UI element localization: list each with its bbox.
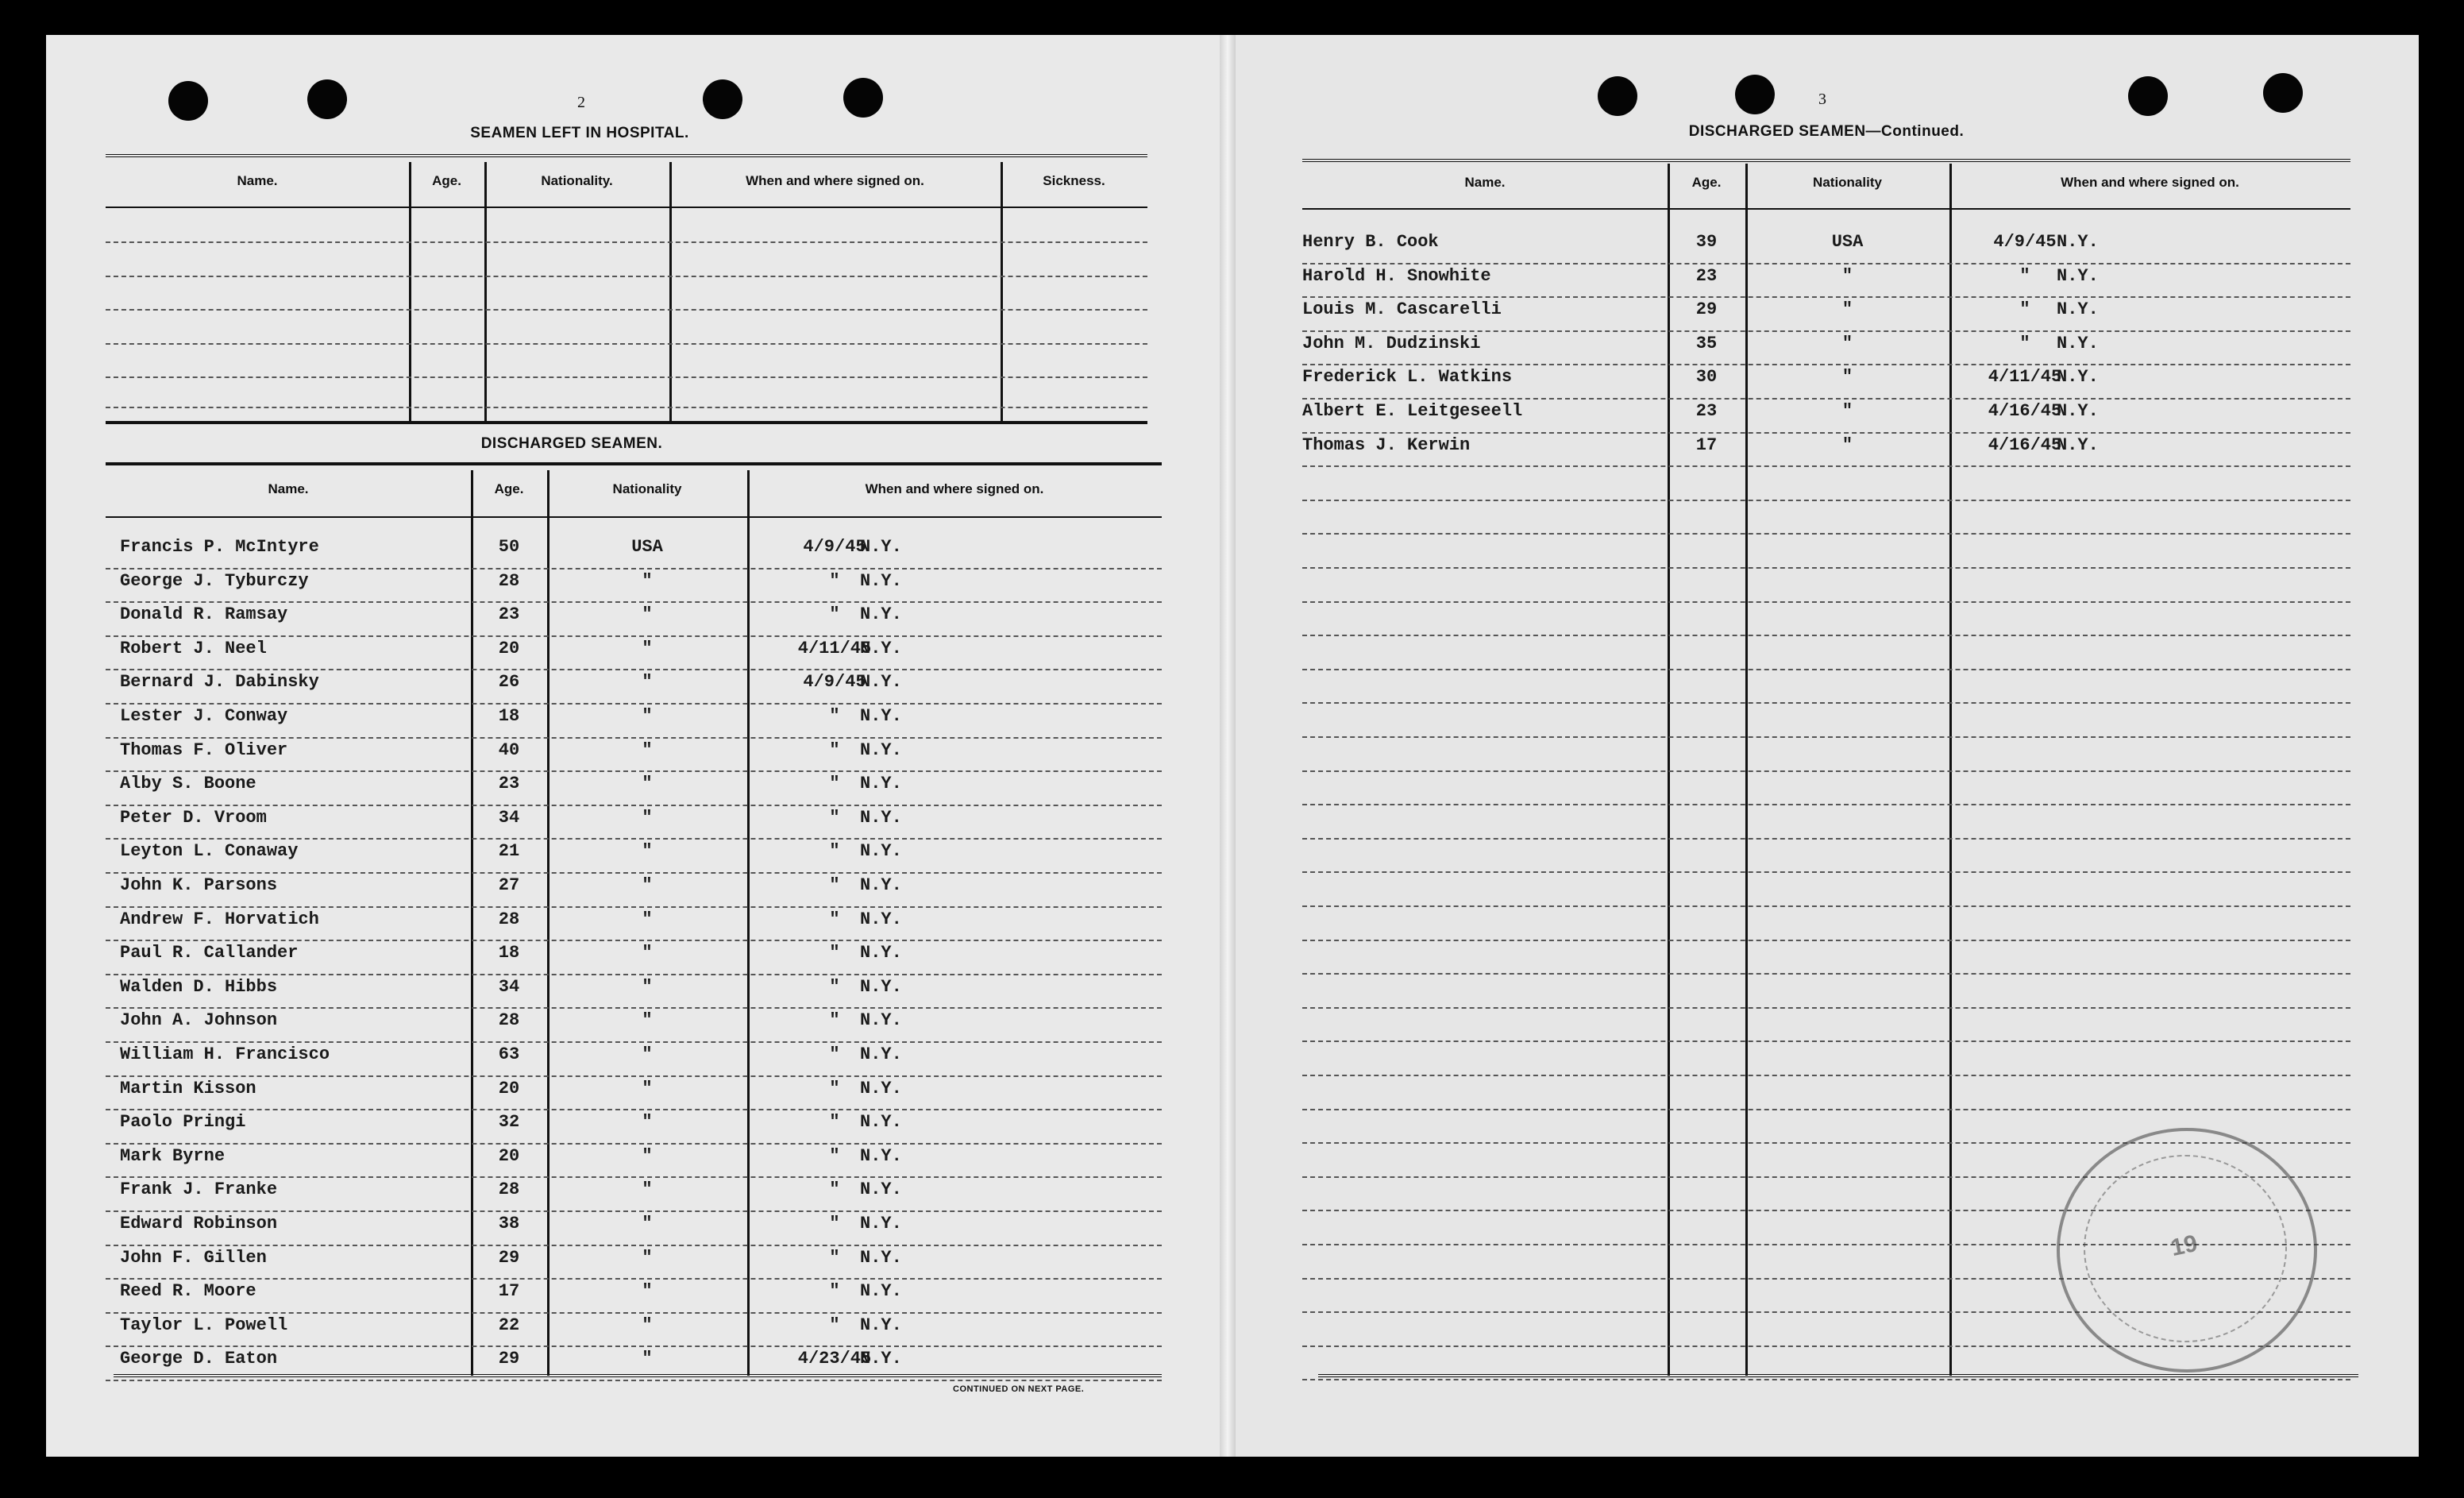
seaman-age: 23 xyxy=(498,604,520,625)
ruled-line xyxy=(106,1210,1162,1212)
seaman-nationality: " xyxy=(642,1078,653,1098)
signed-on-date: " xyxy=(829,976,840,997)
ruled-line xyxy=(106,805,1162,806)
stamp-date: 19 xyxy=(2168,1230,2200,1262)
signed-on-date: " xyxy=(829,1315,840,1335)
signed-on-date: " xyxy=(829,1010,840,1031)
seaman-nationality: " xyxy=(1841,434,1853,455)
seaman-nationality: " xyxy=(642,774,653,794)
signed-on-date: " xyxy=(829,807,840,828)
signed-on-place: N.Y. xyxy=(860,807,902,828)
table-row xyxy=(1302,332,2350,366)
seaman-nationality: " xyxy=(642,1010,653,1031)
ruled-line xyxy=(106,1380,1162,1381)
seaman-age: 29 xyxy=(1695,299,1718,320)
signed-on-place: N.Y. xyxy=(2057,401,2099,421)
seaman-nationality: " xyxy=(642,943,653,963)
signed-on-date: " xyxy=(2019,265,2030,286)
continued-col-age: Age. xyxy=(1691,175,1722,190)
seaman-age: 23 xyxy=(1695,265,1718,286)
hospital-col-name: Name. xyxy=(237,173,278,188)
ruled-line xyxy=(1302,330,2350,332)
signed-on-place: N.Y. xyxy=(860,1044,902,1064)
ruled-line xyxy=(106,1143,1162,1145)
seaman-name: John K. Parsons xyxy=(120,875,278,895)
seaman-name: Leyton L. Conaway xyxy=(120,841,299,862)
ruled-line xyxy=(1302,1379,2350,1380)
punch-hole xyxy=(703,79,742,119)
continued-col-signed-on: When and where signed on. xyxy=(2061,175,2239,190)
seaman-name: John M. Dudzinski xyxy=(1302,333,1481,353)
discharged-col-signed-on: When and where signed on. xyxy=(865,481,1044,496)
ruled-line xyxy=(106,1007,1162,1009)
signed-on-place: N.Y. xyxy=(860,537,902,557)
table-row xyxy=(106,603,1162,637)
ruled-line xyxy=(106,1041,1162,1043)
hospital-table xyxy=(106,154,1147,424)
ruled-line xyxy=(106,770,1162,772)
signed-on-date: " xyxy=(2019,299,2030,320)
signed-on-place: N.Y. xyxy=(860,1349,902,1369)
table-row xyxy=(106,975,1162,1010)
seaman-name: Reed R. Moore xyxy=(120,1281,256,1302)
ruled-line xyxy=(1302,1109,2350,1110)
ruled-line xyxy=(1302,702,2350,704)
signed-on-date: " xyxy=(829,1112,840,1133)
table-row xyxy=(106,1009,1162,1043)
signed-on-place: N.Y. xyxy=(860,604,902,625)
seaman-nationality: " xyxy=(642,672,653,693)
table-row xyxy=(106,1280,1162,1314)
hospital-col-nationality: Nationality. xyxy=(541,173,613,188)
signed-on-place: N.Y. xyxy=(860,875,902,895)
signed-on-date: 4/16/45 xyxy=(1988,401,2062,421)
seaman-name: Louis M. Cascarelli xyxy=(1302,299,1502,320)
punch-hole xyxy=(307,79,347,119)
postmark-stamp xyxy=(2057,1128,2317,1373)
table-row xyxy=(1302,298,2350,332)
hospital-col-sickness: Sickness. xyxy=(1043,173,1105,188)
table-row xyxy=(106,670,1162,705)
ruled-line xyxy=(1302,432,2350,434)
signed-on-date: 4/9/45 xyxy=(803,537,866,557)
ruled-line xyxy=(1302,804,2350,805)
seaman-name: Henry B. Cook xyxy=(1302,232,1439,252)
ruled-line xyxy=(1302,567,2350,569)
seaman-name: Frank J. Franke xyxy=(120,1179,278,1200)
signed-on-date: " xyxy=(829,604,840,625)
seaman-nationality: " xyxy=(642,909,653,929)
table-row xyxy=(106,1314,1162,1348)
ruled-line xyxy=(1302,973,2350,975)
ruled-line xyxy=(1302,838,2350,840)
signed-on-place: N.Y. xyxy=(860,638,902,658)
seaman-age: 20 xyxy=(498,1078,520,1098)
ruled-line xyxy=(1302,601,2350,603)
signed-on-place: N.Y. xyxy=(860,739,902,760)
ruled-line xyxy=(1302,296,2350,298)
signed-on-place: N.Y. xyxy=(860,1247,902,1268)
signed-on-place: N.Y. xyxy=(2057,299,2099,320)
seaman-nationality: " xyxy=(642,604,653,625)
ruled-line xyxy=(106,1075,1162,1077)
seaman-age: 23 xyxy=(1695,401,1718,421)
seaman-name: Thomas F. Oliver xyxy=(120,739,288,760)
seaman-nationality: " xyxy=(642,875,653,895)
seaman-age: 29 xyxy=(498,1349,520,1369)
seaman-age: 23 xyxy=(498,774,520,794)
ruled-line xyxy=(106,1176,1162,1178)
punch-hole xyxy=(1598,76,1637,116)
ruled-line xyxy=(106,1312,1162,1314)
seaman-nationality: " xyxy=(642,1349,653,1369)
seaman-name: Mark Byrne xyxy=(120,1145,226,1166)
ruled-line xyxy=(1302,635,2350,636)
signed-on-place: N.Y. xyxy=(860,1281,902,1302)
table-row xyxy=(1302,230,2350,264)
seaman-name: George J. Tyburczy xyxy=(120,570,309,591)
table-row xyxy=(1302,365,2350,400)
table-row xyxy=(1302,264,2350,299)
seaman-nationality: USA xyxy=(1831,232,1864,252)
ruled-line xyxy=(1302,263,2350,264)
seaman-nationality: USA xyxy=(631,537,663,557)
seaman-name: Edward Robinson xyxy=(120,1214,278,1234)
seaman-nationality: " xyxy=(1841,367,1853,388)
signed-on-date: 4/9/45 xyxy=(1993,232,2057,252)
seaman-name: John F. Gillen xyxy=(120,1247,267,1268)
seaman-name: Alby S. Boone xyxy=(120,774,256,794)
table-row xyxy=(106,1246,1162,1280)
signed-on-place: N.Y. xyxy=(860,1214,902,1234)
seaman-nationality: " xyxy=(642,638,653,658)
ruled-line xyxy=(106,568,1162,569)
table-row xyxy=(106,772,1162,806)
table-row xyxy=(1302,434,2350,468)
seaman-name: Thomas J. Kerwin xyxy=(1302,434,1471,455)
signed-on-date: " xyxy=(829,875,840,895)
seaman-nationality: " xyxy=(642,570,653,591)
signed-on-date: " xyxy=(829,1214,840,1234)
ruled-line xyxy=(1302,770,2350,772)
ruled-line xyxy=(1302,669,2350,670)
seaman-age: 28 xyxy=(498,570,520,591)
seaman-age: 17 xyxy=(498,1281,520,1302)
seaman-age: 20 xyxy=(498,1145,520,1166)
discharged-continued-title: DISCHARGED SEAMEN—Continued. xyxy=(1688,123,1965,140)
signed-on-place: N.Y. xyxy=(860,943,902,963)
seaman-age: 28 xyxy=(498,1179,520,1200)
seaman-age: 40 xyxy=(498,739,520,760)
seaman-name: Taylor L. Powell xyxy=(120,1315,288,1335)
discharged-col-name: Name. xyxy=(268,481,309,496)
continued-col-nationality: Nationality xyxy=(1813,175,1882,190)
signed-on-date: " xyxy=(829,739,840,760)
ruled-line xyxy=(106,1278,1162,1280)
seaman-age: 38 xyxy=(498,1214,520,1234)
signed-on-date: " xyxy=(829,774,840,794)
ruled-line xyxy=(1302,871,2350,873)
seaman-name: Donald R. Ramsay xyxy=(120,604,288,625)
seaman-age: 22 xyxy=(498,1315,520,1335)
table-row xyxy=(106,1347,1162,1381)
seaman-nationality: " xyxy=(642,1315,653,1335)
seaman-nationality: " xyxy=(642,807,653,828)
ruled-line xyxy=(106,601,1162,603)
table-row xyxy=(106,840,1162,874)
signed-on-date: " xyxy=(829,1179,840,1200)
page-fold xyxy=(1220,35,1236,1457)
ruled-line xyxy=(106,737,1162,739)
seaman-age: 28 xyxy=(498,909,520,929)
table-row xyxy=(106,637,1162,671)
signed-on-place: N.Y. xyxy=(860,1010,902,1031)
signed-on-place: N.Y. xyxy=(860,1315,902,1335)
ruled-line xyxy=(1302,398,2350,400)
hospital-section-title: SEAMEN LEFT IN HOSPITAL. xyxy=(470,125,689,141)
signed-on-place: N.Y. xyxy=(2057,367,2099,388)
seaman-name: William H. Francisco xyxy=(120,1044,330,1064)
signed-on-place: N.Y. xyxy=(860,774,902,794)
seaman-nationality: " xyxy=(1841,299,1853,320)
table-row xyxy=(106,806,1162,840)
signed-on-date: " xyxy=(829,1281,840,1302)
seaman-name: Andrew F. Horvatich xyxy=(120,909,319,929)
punch-hole xyxy=(168,81,208,121)
seaman-name: Martin Kisson xyxy=(120,1078,256,1098)
seaman-age: 32 xyxy=(498,1112,520,1133)
seaman-age: 50 xyxy=(498,537,520,557)
signed-on-place: N.Y. xyxy=(860,909,902,929)
seaman-nationality: " xyxy=(642,739,653,760)
punch-hole xyxy=(2128,76,2168,116)
signed-on-date: 4/16/45 xyxy=(1988,434,2062,455)
signed-on-place: N.Y. xyxy=(2057,333,2099,353)
page-number: 2 xyxy=(577,94,585,111)
seaman-name: Lester J. Conway xyxy=(120,706,288,726)
seaman-name: Bernard J. Dabinsky xyxy=(120,672,319,693)
signed-on-place: N.Y. xyxy=(860,1112,902,1133)
signed-on-date: " xyxy=(829,570,840,591)
ruled-line xyxy=(1302,1040,2350,1042)
table-row xyxy=(106,1077,1162,1111)
signed-on-date: 4/11/45 xyxy=(1988,367,2062,388)
ruled-line xyxy=(1302,1007,2350,1009)
seaman-name: Robert J. Neel xyxy=(120,638,267,658)
seaman-nationality: " xyxy=(642,976,653,997)
table-row xyxy=(106,1178,1162,1212)
ruled-line xyxy=(106,1245,1162,1246)
signed-on-place: N.Y. xyxy=(860,706,902,726)
page-number: 3 xyxy=(1818,91,1826,108)
ruled-line xyxy=(1302,905,2350,907)
seaman-name: Harold H. Snowhite xyxy=(1302,265,1491,286)
signed-on-place: N.Y. xyxy=(2057,434,2099,455)
ruled-line xyxy=(1302,736,2350,738)
seaman-age: 20 xyxy=(498,638,520,658)
table-row xyxy=(106,1145,1162,1179)
ruled-line xyxy=(1302,465,2350,467)
seaman-age: 18 xyxy=(498,706,520,726)
seaman-name: Paolo Pringi xyxy=(120,1112,246,1133)
punch-hole xyxy=(843,78,883,118)
hospital-col-signed-on: When and where signed on. xyxy=(746,173,924,188)
seaman-age: 28 xyxy=(498,1010,520,1031)
signed-on-date: 4/11/45 xyxy=(797,638,872,658)
seaman-age: 18 xyxy=(498,943,520,963)
seaman-nationality: " xyxy=(642,706,653,726)
signed-on-date: " xyxy=(2019,333,2030,353)
seaman-age: 26 xyxy=(498,672,520,693)
signed-on-date: 4/9/45 xyxy=(803,672,866,693)
seaman-nationality: " xyxy=(1841,401,1853,421)
seaman-nationality: " xyxy=(642,841,653,862)
ruled-line xyxy=(106,703,1162,705)
signed-on-place: N.Y. xyxy=(860,1145,902,1166)
signed-on-place: N.Y. xyxy=(860,1179,902,1200)
signed-on-place: N.Y. xyxy=(2057,265,2099,286)
seaman-age: 34 xyxy=(498,807,520,828)
ruled-line xyxy=(1302,533,2350,535)
hospital-col-age: Age. xyxy=(432,173,461,188)
table-row xyxy=(106,941,1162,975)
ruled-line xyxy=(106,669,1162,670)
seaman-name: Peter D. Vroom xyxy=(120,807,267,828)
seaman-nationality: " xyxy=(642,1044,653,1064)
seaman-name: Walden D. Hibbs xyxy=(120,976,278,997)
seaman-name: Paul R. Callander xyxy=(120,943,299,963)
seaman-nationality: " xyxy=(642,1145,653,1166)
seaman-age: 34 xyxy=(498,976,520,997)
signed-on-date: " xyxy=(829,841,840,862)
continued-note: CONTINUED ON NEXT PAGE. xyxy=(953,1384,1085,1394)
seaman-age: 27 xyxy=(498,875,520,895)
seaman-name: John A. Johnson xyxy=(120,1010,278,1031)
discharged-col-age: Age. xyxy=(494,481,524,496)
table-row xyxy=(106,535,1162,569)
discharged-table xyxy=(106,462,1162,1376)
seaman-nationality: " xyxy=(1841,265,1853,286)
signed-on-place: N.Y. xyxy=(2057,232,2099,252)
table-row xyxy=(106,1043,1162,1077)
seaman-name: Frederick L. Watkins xyxy=(1302,367,1513,388)
ruled-line xyxy=(1302,364,2350,365)
seaman-name: Albert E. Leitgeseell xyxy=(1302,401,1523,421)
ruled-line xyxy=(106,872,1162,874)
seaman-nationality: " xyxy=(642,1179,653,1200)
signed-on-date: " xyxy=(829,1078,840,1098)
seaman-age: 35 xyxy=(1695,333,1718,353)
signed-on-place: N.Y. xyxy=(860,570,902,591)
table-row xyxy=(106,1212,1162,1246)
seaman-age: 63 xyxy=(498,1044,520,1064)
seaman-name: George D. Eaton xyxy=(120,1349,278,1369)
seaman-age: 39 xyxy=(1695,232,1718,252)
seaman-age: 29 xyxy=(498,1247,520,1268)
signed-on-date: 4/23/45 xyxy=(797,1349,872,1369)
table-row xyxy=(106,1110,1162,1145)
table-row xyxy=(106,874,1162,908)
ruled-line xyxy=(106,974,1162,975)
seaman-age: 30 xyxy=(1695,367,1718,388)
signed-on-place: N.Y. xyxy=(860,841,902,862)
ruled-line xyxy=(1302,1075,2350,1076)
table-row xyxy=(106,908,1162,942)
signed-on-date: " xyxy=(829,1145,840,1166)
ruled-line xyxy=(1302,500,2350,501)
signed-on-date: " xyxy=(829,1247,840,1268)
table-row xyxy=(106,569,1162,604)
signed-on-place: N.Y. xyxy=(860,672,902,693)
ruled-line xyxy=(106,1345,1162,1347)
ruled-line xyxy=(106,1109,1162,1110)
discharged-col-nationality: Nationality xyxy=(612,481,682,496)
seaman-nationality: " xyxy=(642,1247,653,1268)
signed-on-date: " xyxy=(829,909,840,929)
ruled-line xyxy=(106,940,1162,941)
ruled-line xyxy=(106,906,1162,908)
ruled-line xyxy=(106,838,1162,840)
seaman-age: 17 xyxy=(1695,434,1718,455)
ruled-line xyxy=(1302,940,2350,941)
table-row xyxy=(1302,400,2350,434)
seaman-nationality: " xyxy=(642,1214,653,1234)
punch-hole xyxy=(2263,73,2303,113)
seaman-name: Francis P. McIntyre xyxy=(120,537,319,557)
punch-hole xyxy=(1735,75,1775,114)
signed-on-date: " xyxy=(829,943,840,963)
table-row xyxy=(106,705,1162,739)
signed-on-date: " xyxy=(829,706,840,726)
discharged-section-title: DISCHARGED SEAMEN. xyxy=(480,435,663,452)
signed-on-date: " xyxy=(829,1044,840,1064)
ruled-line xyxy=(106,635,1162,637)
seaman-nationality: " xyxy=(642,1281,653,1302)
signed-on-place: N.Y. xyxy=(860,976,902,997)
seaman-nationality: " xyxy=(642,1112,653,1133)
seaman-age: 21 xyxy=(498,841,520,862)
signed-on-place: N.Y. xyxy=(860,1078,902,1098)
continued-col-name: Name. xyxy=(1464,175,1506,190)
seaman-nationality: " xyxy=(1841,333,1853,353)
table-row xyxy=(106,739,1162,773)
